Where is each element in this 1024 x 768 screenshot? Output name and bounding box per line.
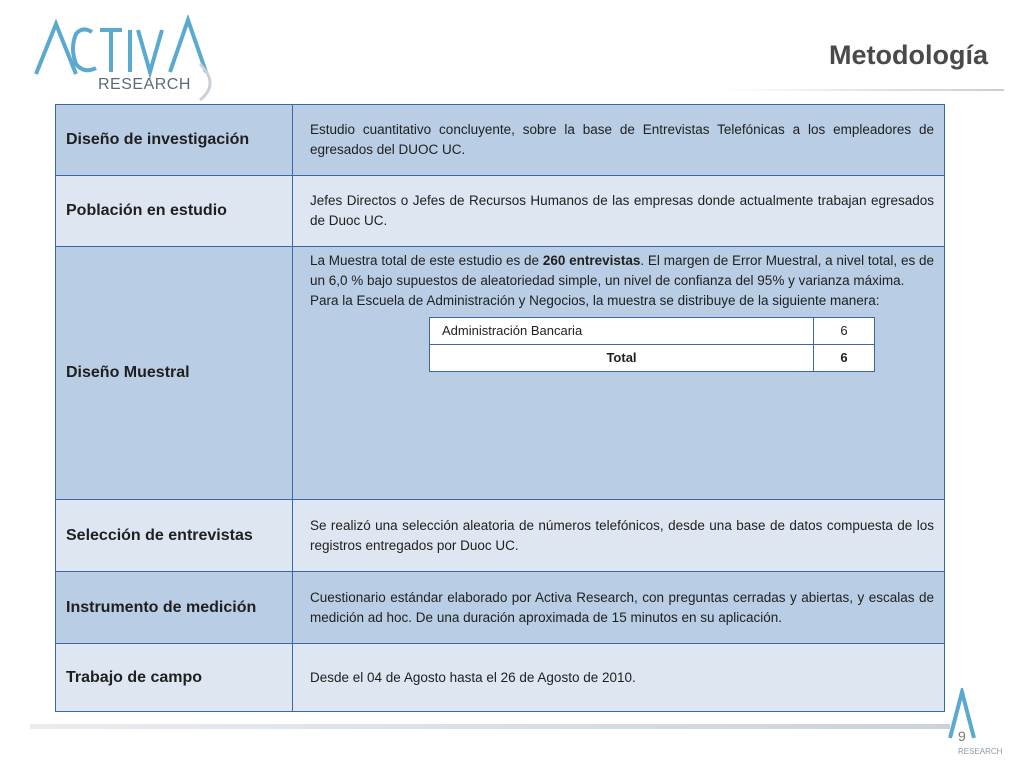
row-label: Población en estudio bbox=[56, 176, 293, 247]
row-text bbox=[293, 247, 945, 500]
sample-text-a: La Muestra total de este estudio es de bbox=[310, 253, 543, 268]
sample-total-row bbox=[430, 345, 875, 372]
table-row bbox=[56, 644, 945, 712]
sample-total-value: 6 bbox=[814, 345, 875, 372]
logo-subtext: RESEARCH bbox=[98, 76, 191, 93]
sample-text-c: . El margen de Error Muestral, a nivel total, es de un 6,0 % bajo supuestos de aleatoriedad simple, un nivel de confianza del 95% y varianza máxima. bbox=[310, 253, 934, 288]
sample-total-label: Total bbox=[430, 345, 814, 372]
table-row bbox=[56, 247, 945, 500]
page-title: Metodología bbox=[829, 40, 988, 70]
row-label: Selección de entrevistas bbox=[56, 500, 293, 572]
table-row bbox=[56, 500, 945, 572]
page-number: 9 bbox=[958, 728, 966, 744]
sample-distribution-table bbox=[429, 317, 875, 372]
sample-description bbox=[310, 251, 934, 291]
row-text: Jefes Directos o Jefes de Recursos Humanos de las empresas donde actualmente trabajan egresados de Duoc UC. bbox=[293, 176, 945, 247]
row-text: Cuestionario estándar elaborado por Activa Research, con preguntas cerradas y abiertas, y escalas de medición ad hoc. De una duración aproximada de 15 minutos en su aplicación. bbox=[293, 572, 945, 644]
footer-line bbox=[30, 724, 950, 729]
footer-logo-text: RESEARCH bbox=[958, 747, 1003, 756]
sample-row bbox=[430, 318, 875, 345]
footer-logo-icon bbox=[944, 688, 1004, 758]
methodology-table bbox=[55, 104, 945, 712]
row-label: Diseño Muestral bbox=[56, 247, 293, 500]
activa-research-logo bbox=[30, 14, 220, 104]
sample-distribution-text: Para la Escuela de Administración y Negocios, la muestra se distribuye de la siguiente manera: bbox=[310, 293, 880, 308]
table-row bbox=[56, 105, 945, 176]
table-row bbox=[56, 176, 945, 247]
sample-row-value: 6 bbox=[814, 318, 875, 345]
row-text: Desde el 04 de Agosto hasta el 26 de Agosto de 2010. bbox=[293, 644, 945, 712]
title-underline bbox=[720, 89, 1004, 91]
row-text: Estudio cuantitativo concluyente, sobre la base de Entrevistas Telefónicas a los empleadores de egresados del DUOC UC. bbox=[293, 105, 945, 176]
row-label: Instrumento de medición bbox=[56, 572, 293, 644]
sample-row-name: Administración Bancaria bbox=[430, 318, 814, 345]
row-text: Se realizó una selección aleatoria de números telefónicos, desde una base de datos compuesta de los registros entregados por Duoc UC. bbox=[293, 500, 945, 572]
sample-size-bold: 260 entrevistas bbox=[542, 253, 641, 268]
row-label: Diseño de investigación bbox=[56, 105, 293, 176]
row-label: Trabajo de campo bbox=[56, 644, 293, 712]
table-row bbox=[56, 572, 945, 644]
